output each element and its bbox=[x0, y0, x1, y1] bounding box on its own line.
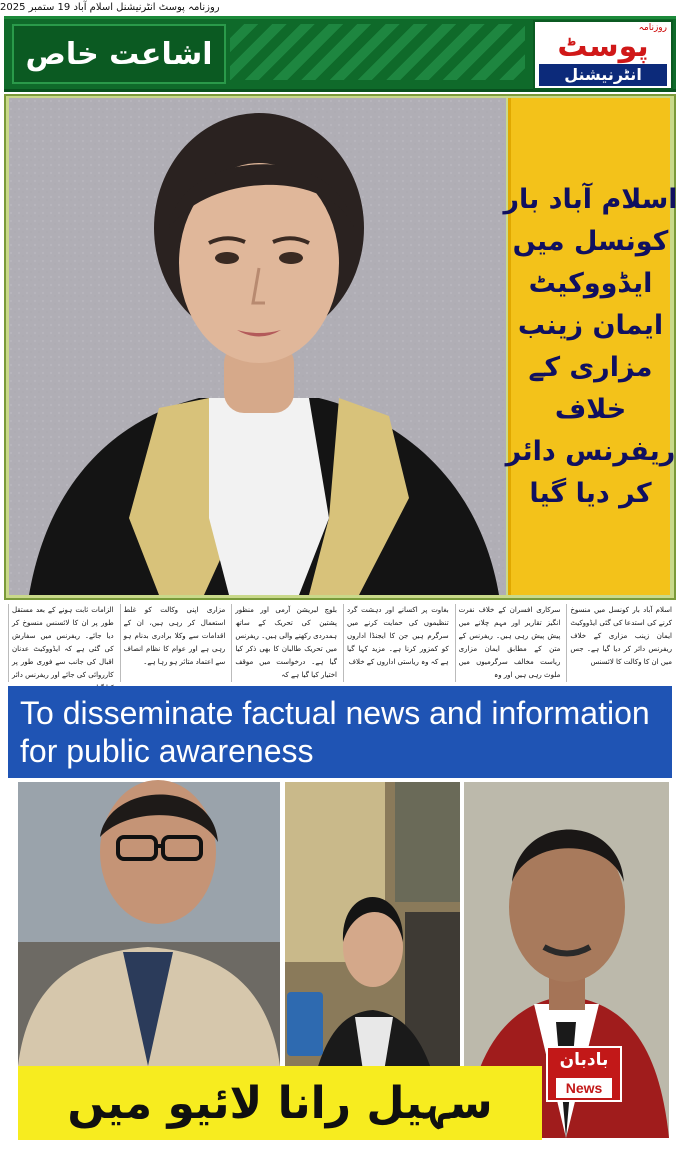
man-with-glasses-photo bbox=[18, 782, 280, 1066]
dateline: روزنامہ پوسٹ انٹرنیشنل اسلام آباد 19 ستمبر 2025 bbox=[0, 2, 220, 13]
article-column: سرکاری افسران کے خلاف نفرت انگیز تقاریر اور مہم چلانے میں پیش پیش رہی ہیں۔ ریفرنس کے متن کے مطابق ایمان مزاری ریاست مخالف سرگرمیوں میں ملوث رہی ہیں اور وہ bbox=[455, 604, 561, 682]
headline-line: کر دیا گیا bbox=[529, 477, 652, 509]
masthead-post-title: پوسٹ bbox=[557, 29, 649, 64]
slogan-banner: To disseminate factual news and information for public awareness bbox=[8, 686, 672, 778]
headline-line: اسلام آباد بار bbox=[503, 183, 678, 215]
article-body bbox=[4, 604, 676, 682]
masthead-international-label: انٹرنیشنل bbox=[539, 64, 667, 86]
headline-line: کونسل میں bbox=[512, 225, 669, 257]
newspaper-masthead[interactable] bbox=[533, 20, 673, 90]
headline-panel bbox=[503, 98, 678, 595]
article-column: الزامات ثابت ہونے کے بعد مستقل طور پر ان کا لائسنس منسوخ کر دیا جائے۔ ریفرنس میں سفارش کی گئی ہے کہ ایڈووکیٹ عدنان اقبال کی جانب سے فوری طور پر کارروائی کی جائے اور ریفرنس دائر bbox=[8, 604, 114, 682]
article-column: مزاری اپنی وکالت کو غلط استعمال کر رہی ہیں، ان کے اقدامات سے وکلا برادری بدنام ہو رہی ہے اور عوام کا نظام انصاف سے اعتماد متاثر ہو رہا ہے۔ bbox=[120, 604, 226, 682]
badban-news-logo[interactable] bbox=[546, 1046, 622, 1102]
headline-line: مزاری کے bbox=[528, 351, 653, 383]
live-show-banner bbox=[18, 1066, 542, 1140]
special-edition-label: اشاعت خاص bbox=[12, 24, 226, 84]
headline-line: ایڈووکیٹ bbox=[528, 267, 653, 299]
article-column: بلوچ لبریشن آرمی اور منظور پشتین کی تحریک کے ساتھ ہمدردی رکھنے والی ہیں۔ ریفرنس میں تحریک طالبان کا بھی ذکر کیا گیا ہے۔ درخواست میں موقف اختیار کیا گیا ہے کہ bbox=[231, 604, 337, 682]
article-column: بغاوت پر اکسانے اور دہشت گرد تنظیموں کی حمایت کرنے میں سرگرم ہیں جن کا ایجنڈا اداروں کو کمزور کرنا ہے۔ مزید کہا گیا ہے کہ وہ ریاستی اداروں کے خلاف bbox=[343, 604, 449, 682]
live-show-text: سہیل رانا لائیو میں bbox=[67, 1077, 493, 1129]
headline-line: خلاف bbox=[554, 393, 627, 425]
main-portrait-photo bbox=[9, 98, 506, 595]
logo-news-text: News bbox=[556, 1078, 612, 1098]
portrait-illustration bbox=[9, 98, 506, 595]
logo-urdu-text: بادبان bbox=[559, 1050, 609, 1070]
headline-line: ریفرنس دائر bbox=[505, 435, 676, 467]
masthead-small-text: روزنامہ bbox=[638, 23, 667, 33]
headline-line: ایمان زینب bbox=[517, 309, 664, 341]
banner-stripes bbox=[230, 24, 525, 80]
article-column: اسلام آباد بار کونسل میں منسوخ کرنے کی استدعا کی گئی ایڈووکیٹ ایمان زینب مزاری کے خلاف ریفرنس دائر کر دیا گیا ہے۔ جس میں ان کا وکالت کا لائسنس bbox=[566, 604, 672, 682]
photo1-illustration bbox=[18, 782, 280, 1066]
